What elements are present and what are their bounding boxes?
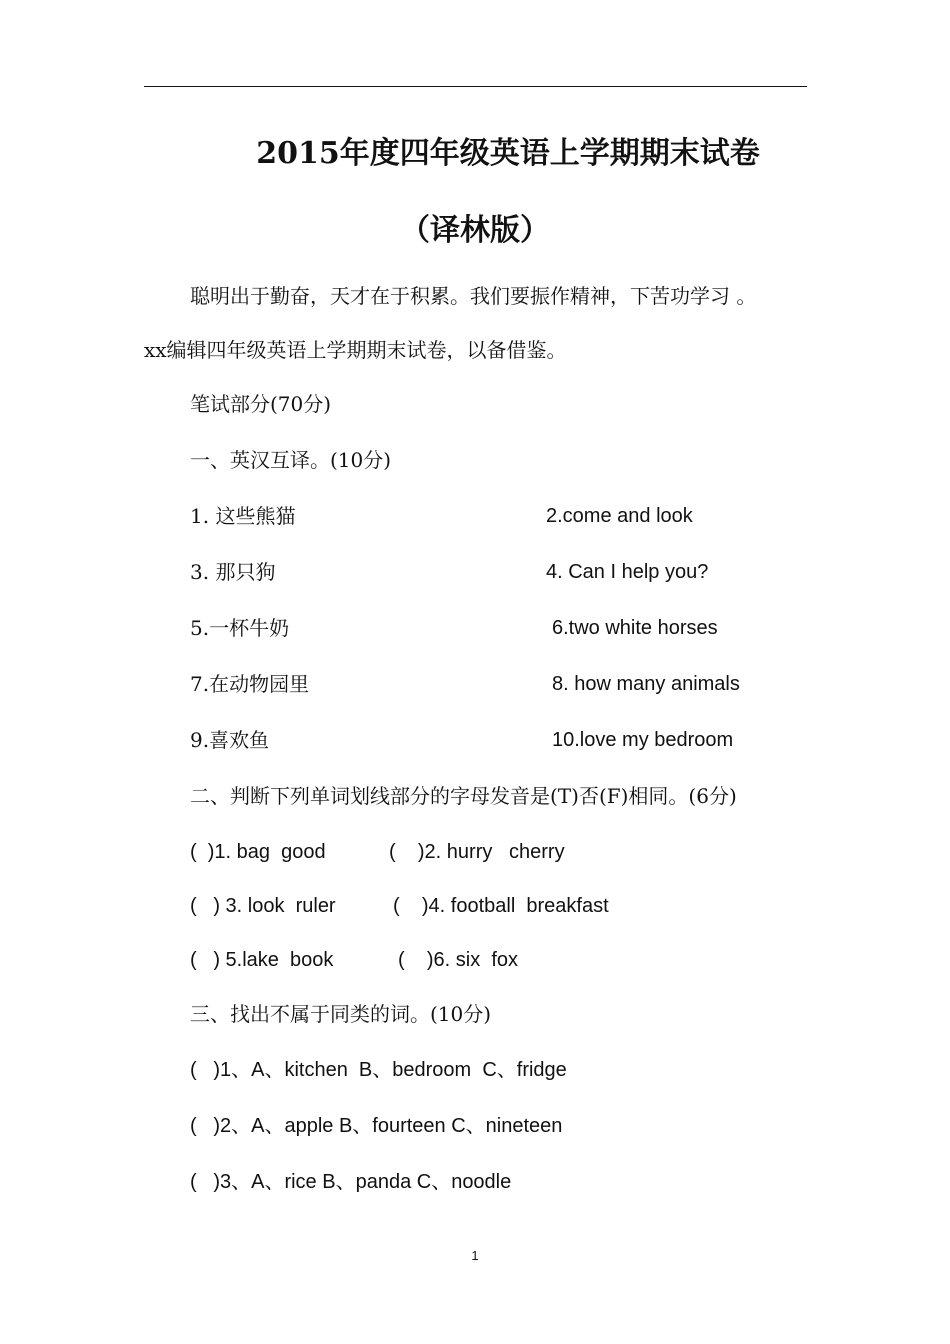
section3-item: ( )2、A、apple B、fourteen C、nineteen bbox=[190, 1115, 563, 1137]
section2-item-left: ( ) 5.lake book bbox=[190, 949, 334, 971]
section2-item-right: ( )6. six fox bbox=[398, 949, 519, 971]
section1-item-left: 9.喜欢鱼 bbox=[190, 728, 270, 752]
written-part-label: 笔试部分(70分) bbox=[190, 392, 332, 416]
intro-line-2: xx编辑四年级英语上学期期末试卷，以备借鉴。 bbox=[144, 338, 567, 362]
document-subtitle: （译林版） bbox=[400, 213, 550, 248]
section2-item-left: ( )1. bag good bbox=[190, 841, 326, 863]
section1-item-right: 8. how many animals bbox=[552, 673, 740, 695]
document-title: 2015年度四年级英语上学期期末试卷 bbox=[256, 136, 760, 171]
section1-item-right: 2.come and look bbox=[546, 505, 693, 527]
intro-line-1: 聪明出于勤奋，天才在于积累。我们要振作精神，下苦功学习 。 bbox=[190, 284, 757, 308]
section2-item-right: ( )4. football breakfast bbox=[393, 895, 609, 917]
section3-item: ( )3、A、rice B、panda C、noodle bbox=[190, 1171, 512, 1193]
section1-item-left: 1. 这些熊猫 bbox=[190, 504, 296, 528]
section1-item-left: 5.一杯牛奶 bbox=[190, 616, 290, 640]
section1-item-left: 3. 那只狗 bbox=[190, 560, 276, 584]
header-rule bbox=[144, 86, 807, 87]
section2-item-right: ( )2. hurry cherry bbox=[389, 841, 565, 863]
section2-heading: 二、判断下列单词划线部分的字母发音是(T)否(F)相同。(6分) bbox=[190, 784, 737, 808]
section3-heading: 三、找出不属于同类的词。(10分) bbox=[190, 1002, 492, 1026]
page-number: 1 bbox=[471, 1248, 479, 1263]
section2-item-left: ( ) 3. look ruler bbox=[190, 895, 336, 917]
section1-item-right: 4. Can I help you? bbox=[546, 561, 709, 583]
section1-item-right: 6.two white horses bbox=[552, 617, 718, 639]
section1-item-right: 10.love my bedroom bbox=[552, 729, 734, 751]
section3-item: ( )1、A、kitchen B、bedroom C、fridge bbox=[190, 1059, 567, 1081]
section1-heading: 一、英汉互译。(10分) bbox=[190, 448, 392, 472]
section1-item-left: 7.在动物园里 bbox=[190, 672, 310, 696]
